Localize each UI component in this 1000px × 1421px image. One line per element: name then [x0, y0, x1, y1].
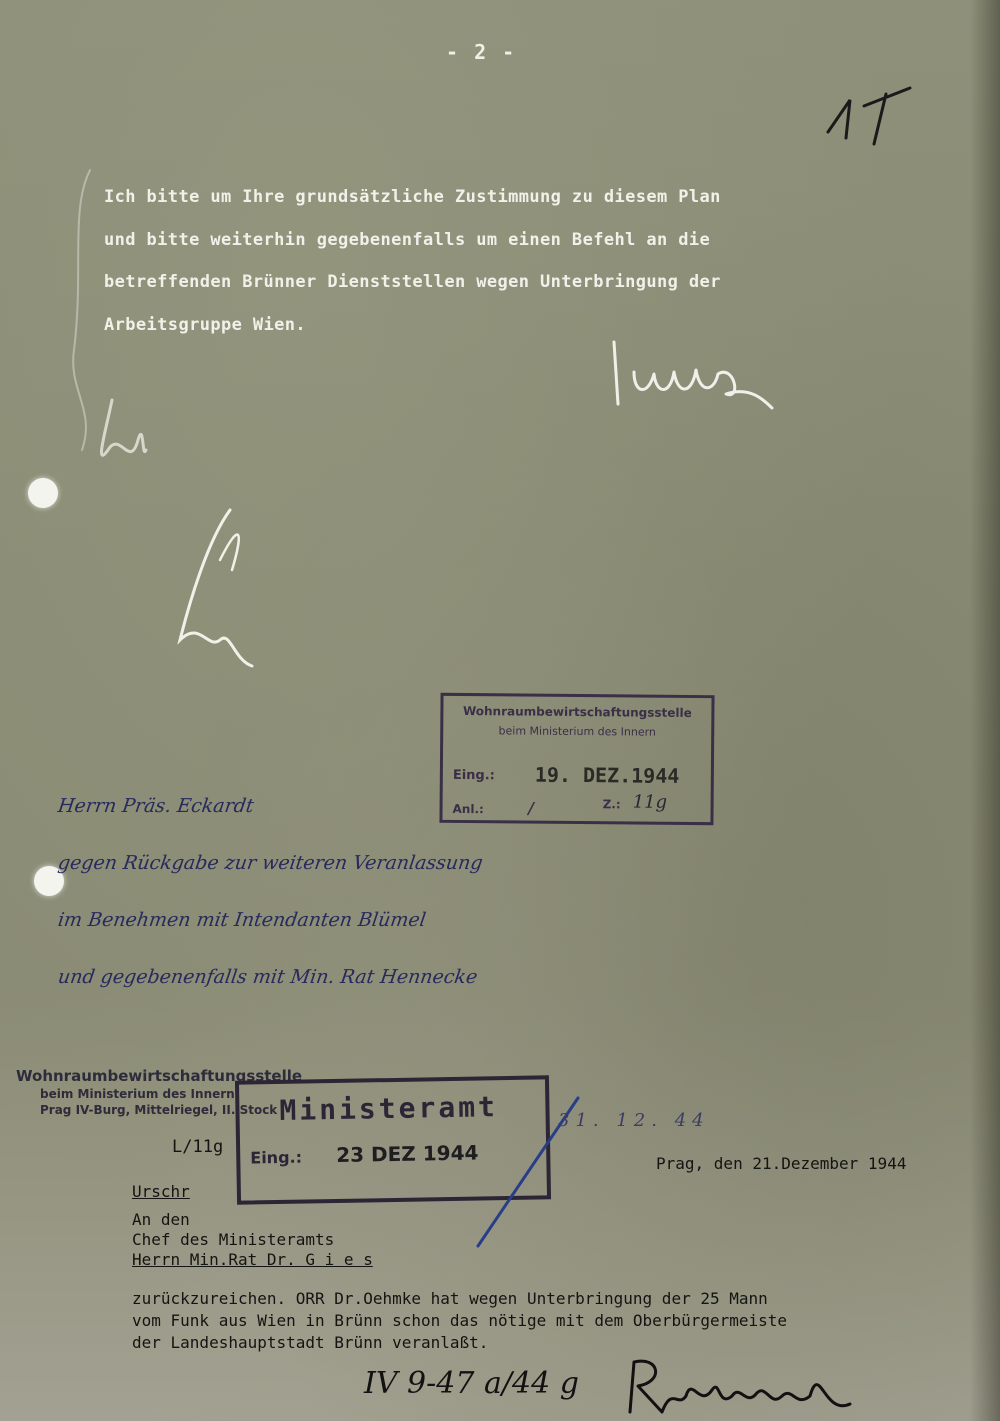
punch-hole-upper	[28, 478, 58, 508]
dateline: Prag, den 21.Dezember 1944	[656, 1154, 907, 1173]
request-line: betreffenden Brünner Dienststellen wegen Unterbringung der	[104, 272, 721, 292]
stamp-anl-label-text: Anl.:	[452, 801, 484, 817]
ministeramt-eing-date: 23 DEZ 1944	[336, 1140, 479, 1167]
handwritten-date: 31. 12. 44	[558, 1110, 710, 1131]
return-paragraph	[132, 1288, 787, 1354]
ministeramt-title: Ministeramt	[279, 1090, 499, 1127]
signature-bottom	[620, 1356, 860, 1420]
office-stamp-line: Prag IV-Burg, Mittelriegel, II. Stock	[40, 1103, 278, 1117]
request-line: Ich bitte um Ihre grundsätzliche Zustimmung zu diesem Plan	[104, 187, 721, 207]
address-line: Chef des Ministeramts	[132, 1230, 335, 1249]
address-line: An den	[132, 1210, 190, 1229]
handwritten-instruction	[58, 778, 798, 1006]
recipient-address	[132, 1210, 373, 1270]
handwritten-line: und gegebenenfalls mit Min. Rat Hennecke	[56, 966, 479, 988]
stamp-eing-date: 19. DEZ.1944	[534, 762, 680, 788]
folio-number-handwriting	[820, 80, 920, 160]
folio-number	[820, 80, 920, 164]
request-line: und bitte weiterhin gegebenenfalls um einen Befehl an die	[104, 229, 711, 250]
page-edge-shadow	[970, 0, 1000, 1421]
office-stamp-line: Wohnraumbewirtschaftungsstelle	[16, 1067, 303, 1085]
stamp-z-label: Z.:	[602, 797, 621, 812]
office-stamp-line: beim Ministerium des Innern	[40, 1087, 235, 1101]
return-line: vom Funk aus Wien in Brünn schon das nötige mit dem Oberbürgermeiste	[132, 1311, 788, 1330]
reference-number: L/11g	[172, 1137, 224, 1157]
file-reference: IV 9-47 a/44 g	[364, 1366, 579, 1401]
margin-initials	[160, 500, 280, 690]
handwritten-line: gegen Rückgabe zur weiteren Veranlassung	[56, 852, 485, 874]
stamp-eing-label: Eing.:	[452, 767, 495, 784]
stamp-anl-value: /	[527, 798, 534, 818]
signature-top	[604, 334, 784, 414]
ministeramt-eing-label: Eing.:	[250, 1147, 303, 1168]
handwritten-line: im Benehmen mit Intendanten Blümel	[56, 909, 428, 931]
urschr-label: Urschr	[132, 1182, 190, 1201]
return-line: zurückzureichen. ORR Dr.Oehmke hat wegen Unterbringung der 25 Mann	[132, 1289, 768, 1308]
stamp-z-value: 11g	[632, 791, 668, 813]
stamp-ministry-name: beim Ministerium des Innern	[498, 724, 656, 739]
request-line: Arbeitsgruppe Wien.	[104, 314, 307, 335]
handwritten-line: Herrn Präs. Eckardt	[56, 795, 256, 817]
page-number: - 2 -	[446, 40, 517, 64]
request-paragraph	[104, 176, 864, 346]
stamp-office-name: Wohnraumbewirtschaftungsstelle	[462, 704, 692, 720]
margin-bracket-mark	[60, 150, 180, 510]
return-line: der Landeshauptstadt Brünn veranlaßt.	[132, 1333, 489, 1352]
address-line: Herrn Min.Rat Dr. G i e s	[132, 1250, 373, 1269]
